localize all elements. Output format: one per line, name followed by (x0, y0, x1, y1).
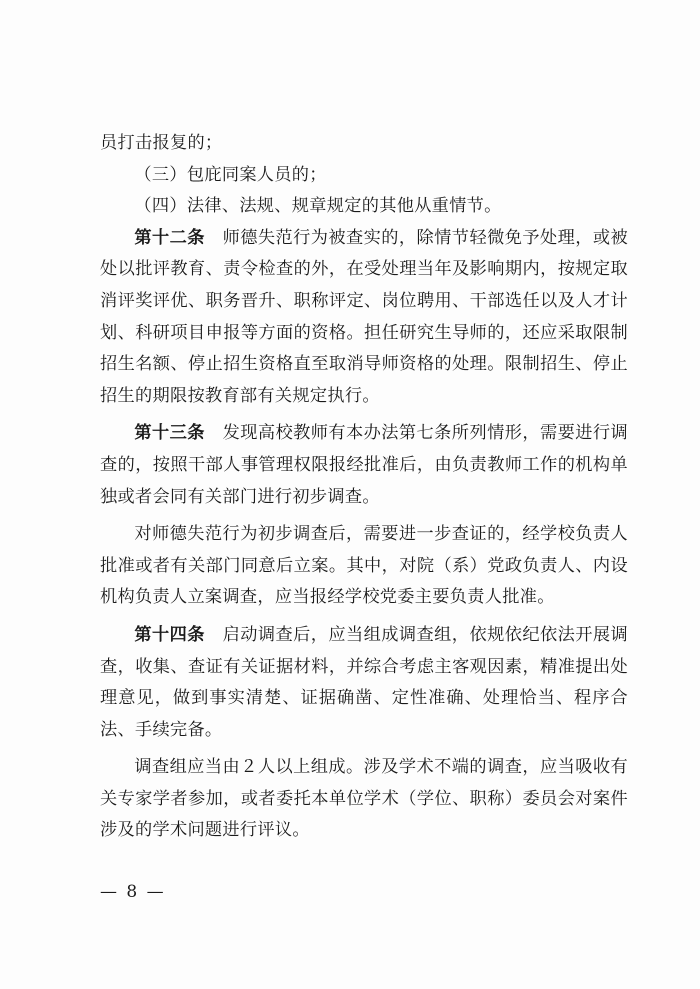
page-number: — 8 — (100, 882, 166, 902)
article-13-body: 发现高校教师有本办法第七条所列情形，需要进行调查的，按照干部人事管理权限报经批准后，由负责教师工作的机构单独或者会同有关部门进行初步调查。 (100, 423, 629, 507)
article-14-body: 启动调查后，应当组成调查组，依规依纪依法开展调查，收集、查证有关证据材料，并综合考虑主客观因素，精准提出处理意见，做到事实清楚、证据确凿、定性准确、处理恰当、程序合法、手续完备。 (100, 624, 629, 740)
list-item-4: （四）法律、法规、规章规定的其他从重情节。 (134, 196, 502, 217)
article-12 (100, 223, 628, 413)
article-12-heading: 第十二条 (134, 227, 205, 248)
article-14-heading: 第十四条 (134, 624, 205, 645)
list-item-continuation: 员打击报复的； (100, 133, 223, 153)
article-13 (100, 418, 628, 513)
document-body (100, 128, 628, 847)
list-item-3: （三）包庇同案人员的； (134, 164, 327, 185)
article-14-paragraph-2: 调查组应当由２人以上组成。涉及学术不端的调查，应当吸收有关专家学者参加，或者委托本单位学术（学位、职称）委员会对案件涉及的学术问题进行评议。 (100, 757, 628, 841)
article-14 (100, 620, 628, 746)
article-12-body: 师德失范行为被查实的，除情节轻微免予处理，或被处以批评教育、责令检查的外，在受处理当年及影响期内，按规定取消评奖评优、职务晋升、职称评定、岗位聘用、干部选任以及人才计划、科研项目申报等方面的资格。担任研究生导师的，还应采取限制招生名额、停止招生资格直至取消导师资格的处理。限制招生、停止招生的期限按教育部有关规定执行。 (100, 227, 629, 406)
article-13-heading: 第十三条 (134, 423, 205, 444)
article-13-paragraph-2: 对师德失范行为初步调查后，需要进一步查证的，经学校负责人批准或者有关部门同意后立案。其中，对院（系）党政负责人、内设机构负责人立案调查，应当报经学校党委主要负责人批准。 (100, 524, 628, 608)
